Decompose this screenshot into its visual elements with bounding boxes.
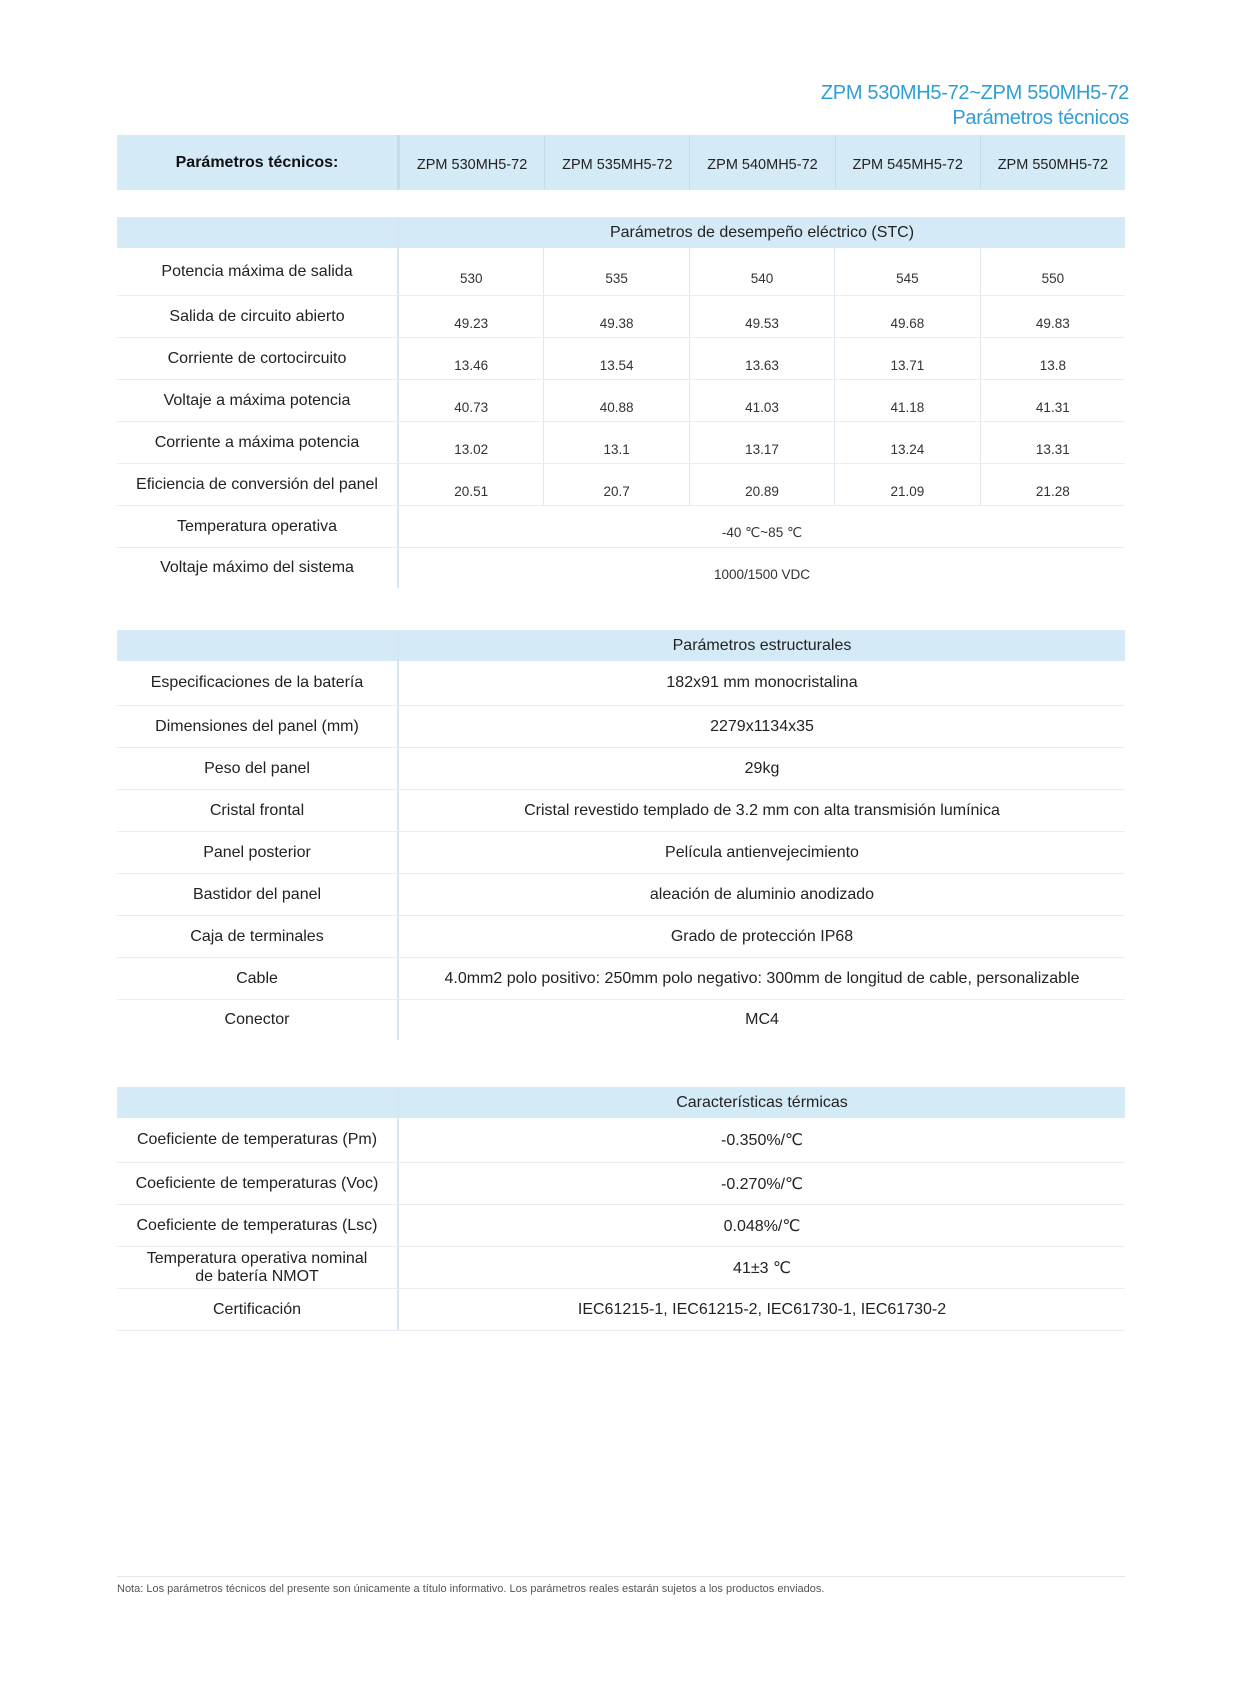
row-value: 530 <box>459 271 483 286</box>
row-label: Cable <box>117 958 399 999</box>
structural-table <box>117 630 1125 1040</box>
row-label: Temperatura operativa <box>117 506 399 547</box>
row-value: 182x91 mm monocristalina <box>666 674 858 691</box>
row-value: Cristal revestido templado de 3.2 mm con alta transmisión lumínica <box>524 801 1000 819</box>
row-label: Dimensiones del panel (mm) <box>117 706 399 747</box>
row-label: Voltaje a máxima potencia <box>117 380 399 421</box>
row-label: Coeficiente de temperaturas (Lsc) <box>117 1205 399 1246</box>
table-row <box>117 958 1125 1000</box>
structural-section-title: Parámetros estructurales <box>672 636 852 654</box>
model-name: ZPM 540MH5-72 <box>689 135 834 190</box>
table-row <box>117 1000 1125 1040</box>
table-row <box>117 1118 1125 1163</box>
row-value: 13.17 <box>689 422 834 463</box>
table-row <box>117 1205 1125 1247</box>
electrical-section-title: Parámetros de desempeño eléctrico (STC) <box>609 223 915 241</box>
row-label: Voltaje máximo del sistema <box>117 548 399 588</box>
row-value: MC4 <box>745 1011 779 1028</box>
row-value: 49.23 <box>454 316 489 331</box>
row-label: Corriente de cortocircuito <box>117 338 399 379</box>
row-value: -40 ℃~85 ℃ <box>721 524 803 540</box>
table-row <box>117 248 1125 296</box>
row-value: 545 <box>834 248 979 295</box>
table-row <box>117 422 1125 464</box>
row-value: 550 <box>980 248 1125 295</box>
table-row <box>117 1247 1125 1289</box>
model-name: ZPM 535MH5-72 <box>544 135 689 190</box>
model-name: ZPM 530MH5-72 <box>399 135 544 190</box>
structural-section-header <box>117 630 1125 661</box>
footer-divider <box>117 1576 1125 1577</box>
table-row <box>117 748 1125 790</box>
row-value: 20.7 <box>543 464 688 505</box>
row-value: 21.28 <box>980 464 1125 505</box>
row-label: Especificaciones de la batería <box>117 661 399 705</box>
table-row <box>117 1163 1125 1205</box>
row-value: -0.350%/℃ <box>720 1132 803 1149</box>
row-value: 41.18 <box>834 380 979 421</box>
footnote: Nota: Los parámetros técnicos del presente son únicamente a título informativo. Los parámetros reales estarán sujetos a los productos enviados. <box>117 1583 825 1595</box>
row-value: 0.048%/℃ <box>723 1217 801 1235</box>
thermal-section-title: Características térmicas <box>676 1093 848 1111</box>
row-value: 40.88 <box>543 380 688 421</box>
electrical-section-header <box>117 217 1125 248</box>
table-row <box>117 464 1125 506</box>
row-value: 41.31 <box>980 380 1125 421</box>
model-name: ZPM 545MH5-72 <box>835 135 980 190</box>
row-value: 4.0mm2 polo positivo: 250mm polo negativo: 300mm de longitud de cable, personalizable <box>444 969 1080 987</box>
row-value: IEC61215-1, IEC61215-2, IEC61730-1, IEC61730-2 <box>577 1300 947 1318</box>
row-label: Potencia máxima de salida <box>117 248 399 295</box>
table-row <box>117 916 1125 958</box>
row-value: 49.68 <box>834 296 979 337</box>
row-value: 13.24 <box>834 422 979 463</box>
row-value: 13.1 <box>543 422 688 463</box>
model-header-table <box>117 135 1125 190</box>
row-value: Película antienvejecimiento <box>665 843 859 861</box>
table-row <box>117 832 1125 874</box>
row-label: Certificación <box>117 1289 399 1330</box>
table-row <box>117 1289 1125 1331</box>
table-row <box>117 380 1125 422</box>
row-value: 20.51 <box>454 484 489 499</box>
document-title <box>821 80 1129 130</box>
row-value: -0.270%/℃ <box>720 1175 803 1193</box>
row-value: 13.71 <box>834 338 979 379</box>
row-label: Peso del panel <box>117 748 399 789</box>
table-row <box>117 874 1125 916</box>
document-title-subtitle: Parámetros técnicos <box>952 107 1129 129</box>
row-value: Grado de protección IP68 <box>670 927 854 945</box>
row-label: Conector <box>117 1000 399 1040</box>
table-row <box>117 706 1125 748</box>
model-header-row <box>117 135 1125 190</box>
electrical-table <box>117 217 1125 588</box>
row-label: Coeficiente de temperaturas (Pm) <box>117 1118 399 1162</box>
row-value: 41.03 <box>689 380 834 421</box>
row-value: 2279x1134x35 <box>710 717 814 735</box>
row-label: Cristal frontal <box>117 790 399 831</box>
model-header-label: Parámetros técnicos: <box>117 135 399 190</box>
row-value: 41±3 ℃ <box>733 1259 791 1277</box>
row-value: 21.09 <box>834 464 979 505</box>
thermal-table <box>117 1087 1125 1331</box>
row-value: 49.83 <box>980 296 1125 337</box>
row-value: 13.31 <box>980 422 1125 463</box>
row-label: Coeficiente de temperaturas (Voc) <box>117 1163 399 1204</box>
row-value: 13.02 <box>454 442 489 457</box>
row-label: Panel posterior <box>117 832 399 873</box>
table-row <box>117 548 1125 588</box>
thermal-section-header <box>117 1087 1125 1118</box>
row-label: Salida de circuito abierto <box>117 296 399 337</box>
row-value: 535 <box>543 248 688 295</box>
table-row <box>117 661 1125 706</box>
row-value: 1000/1500 VDC <box>713 566 811 582</box>
row-value: 20.89 <box>689 464 834 505</box>
row-value: 540 <box>689 248 834 295</box>
row-value: aleación de aluminio anodizado <box>649 885 875 903</box>
row-value: 49.38 <box>543 296 688 337</box>
table-row <box>117 506 1125 548</box>
row-value: 13.54 <box>543 338 688 379</box>
table-row <box>117 296 1125 338</box>
row-label: Eficiencia de conversión del panel <box>117 464 399 505</box>
row-value: 13.63 <box>689 338 834 379</box>
row-value: 49.53 <box>689 296 834 337</box>
table-row <box>117 338 1125 380</box>
table-row <box>117 790 1125 832</box>
row-value: 13.8 <box>980 338 1125 379</box>
row-value: 29kg <box>744 759 780 777</box>
row-value: 13.46 <box>454 358 489 373</box>
row-label: Corriente a máxima potencia <box>117 422 399 463</box>
row-value: 40.73 <box>454 400 489 415</box>
document-title-models: ZPM 530MH5-72~ZPM 550MH5-72 <box>820 82 1129 104</box>
model-name: ZPM 550MH5-72 <box>980 135 1125 190</box>
row-label: Temperatura operativa nominal de batería NMOT <box>117 1247 399 1288</box>
row-label: Caja de terminales <box>117 916 399 957</box>
row-label: Bastidor del panel <box>117 874 399 915</box>
